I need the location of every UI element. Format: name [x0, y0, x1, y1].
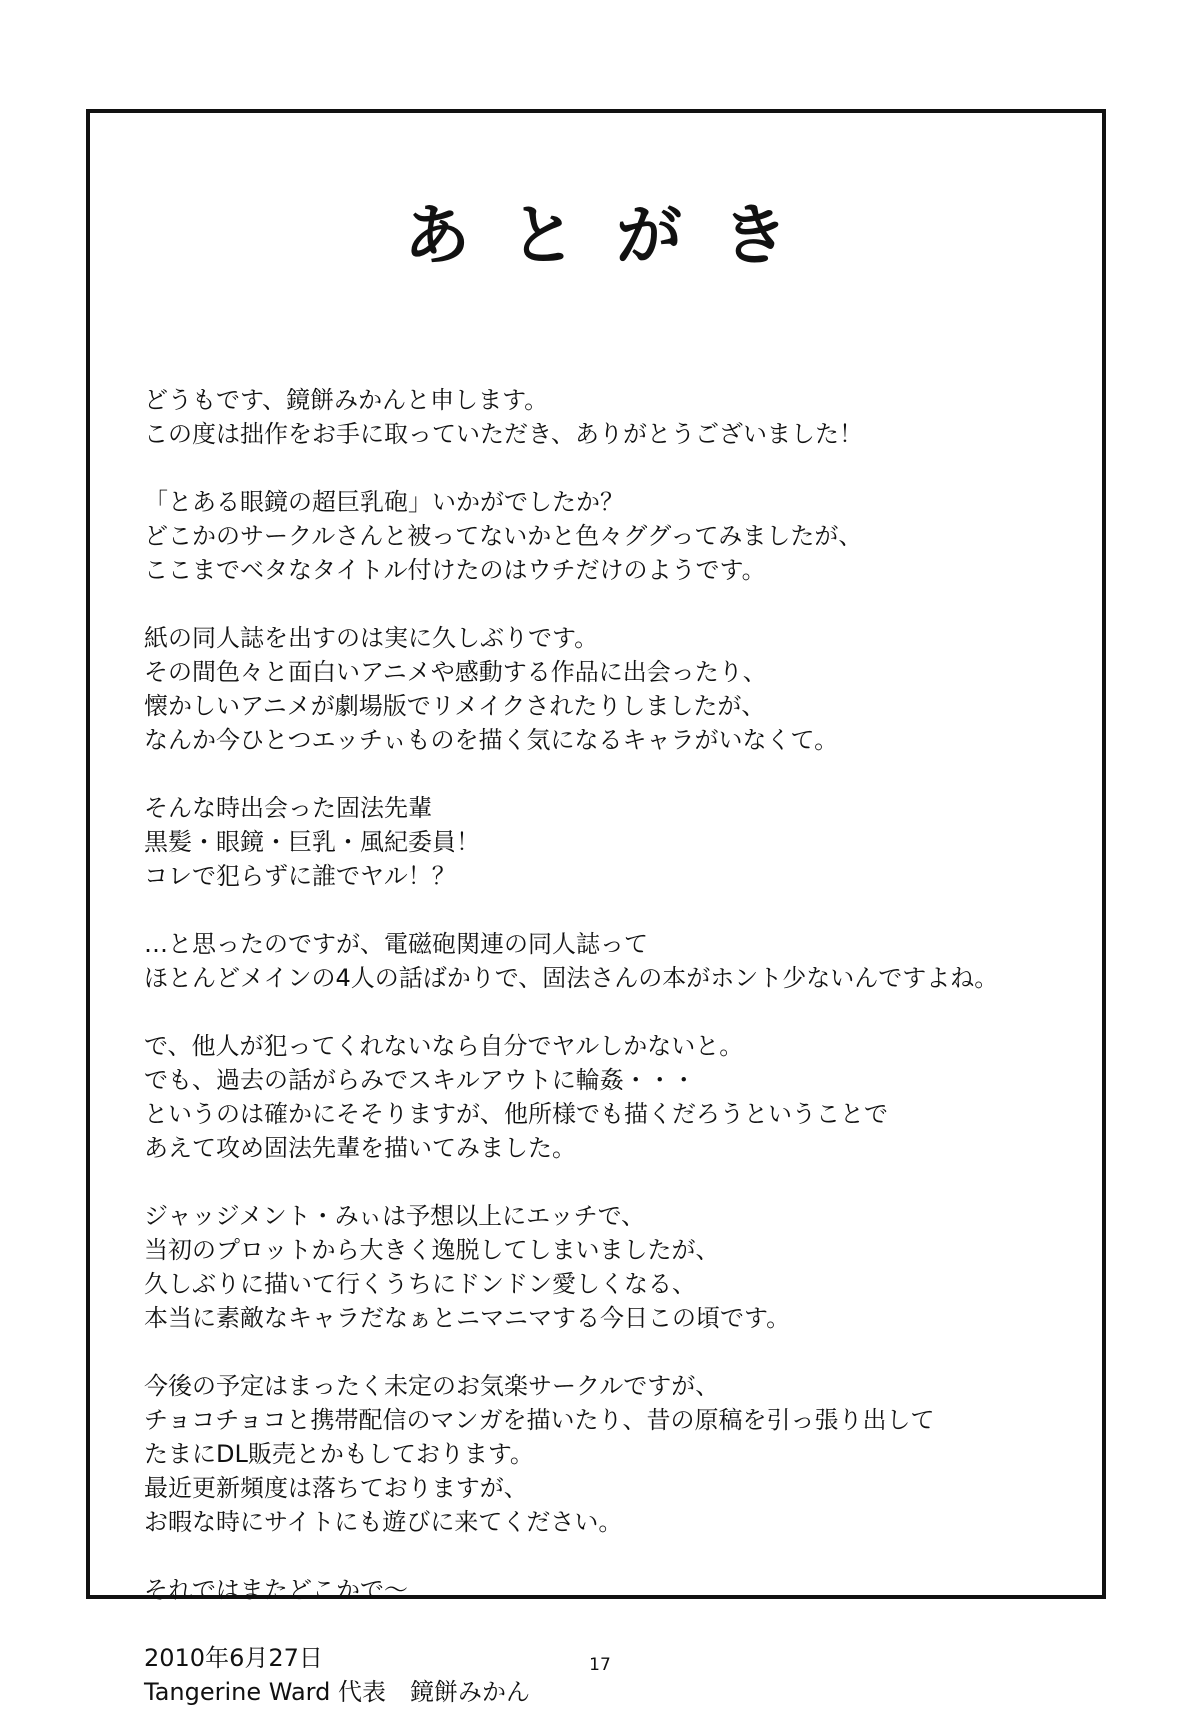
text-line: 黒髪・眼鏡・巨乳・風紀委員！ [144, 828, 480, 856]
paragraph [144, 383, 1094, 451]
text-line: 懐かしいアニメが劇場版でリメイクされたりしましたが、 [144, 692, 766, 720]
paragraph [144, 1199, 1094, 1335]
text-line: この度は拙作をお手に取っていただき、ありがとうございました！ [144, 420, 864, 448]
paragraph [144, 791, 1094, 893]
paragraph [144, 1029, 1094, 1165]
text-line: コレで犯らずに誰でヤル！？ [144, 862, 456, 890]
text-line: で、他人が犯ってくれないなら自分でヤルしかないと。 [144, 1032, 744, 1060]
text-line: たまにDL販売とかもしております。 [144, 1440, 534, 1468]
text-line: ここまでベタなタイトル付けたのはウチだけのようです。 [144, 556, 766, 584]
text-line: ほとんどメインの4人の話ばかりで、固法さんの本がホント少ないんですよね。 [144, 964, 999, 992]
text-line: というのは確かにそそりますが、他所様でも描くだろうということで [144, 1100, 888, 1128]
text-line: あえて攻め固法先輩を描いてみました。 [144, 1134, 576, 1162]
page-title: あとがき [404, 197, 828, 274]
paragraph [144, 1369, 1094, 1539]
text-line: どうもです、鏡餅みかんと申します。 [144, 386, 549, 414]
signature-author: Tangerine Ward 代表 鏡餅みかん [144, 1678, 530, 1706]
text-line: 紙の同人誌を出すのは実に久しぶりです。 [144, 624, 599, 652]
text-line: どこかのサークルさんと被ってないかと色々ググってみましたが、 [144, 522, 863, 550]
text-line: それではまたどこかで～ [144, 1576, 408, 1604]
text-line: 今後の予定はまったく未定のお気楽サークルですが、 [144, 1372, 720, 1400]
text-line: お暇な時にサイトにも遊びに来てください。 [144, 1508, 623, 1536]
text-line: 「とある眼鏡の超巨乳砲」いかがでしたか？ [144, 488, 624, 516]
text-line: 最近更新頻度は落ちておりますが、 [144, 1474, 528, 1502]
paragraph [144, 485, 1094, 587]
text-line: でも、過去の話がらみでスキルアウトに輪姦・・・ [144, 1066, 696, 1094]
text-line: 本当に素敵なキャラだなぁとニマニマする今日この頃です。 [144, 1304, 791, 1332]
text-line: …と思ったのですが、電磁砲関連の同人誌って [144, 930, 648, 958]
signature-block [144, 1641, 1094, 1709]
page-number: 17 [589, 1655, 611, 1675]
paragraph [144, 621, 1094, 757]
paragraph [144, 927, 1094, 995]
text-line: 久しぶりに描いて行くうちにドンドン愛しくなる、 [144, 1270, 696, 1298]
text-line: ジャッジメント・みぃは予想以上にエッチで、 [144, 1202, 646, 1230]
afterword-body [144, 383, 1094, 1709]
text-line: 当初のプロットから大きく逸脱してしまいましたが、 [144, 1236, 720, 1264]
signature-date: 2010年6月27日 [144, 1644, 323, 1672]
text-line: チョコチョコと携帯配信のマンガを描いたり、昔の原稿を引っ張り出して [144, 1406, 935, 1434]
paragraph [144, 1573, 1094, 1607]
text-line: なんか今ひとつエッチぃものを描く気になるキャラがいなくて。 [144, 726, 839, 754]
text-line: そんな時出会った固法先輩 [144, 794, 432, 822]
text-line: その間色々と面白いアニメや感動する作品に出会ったり、 [144, 658, 767, 686]
